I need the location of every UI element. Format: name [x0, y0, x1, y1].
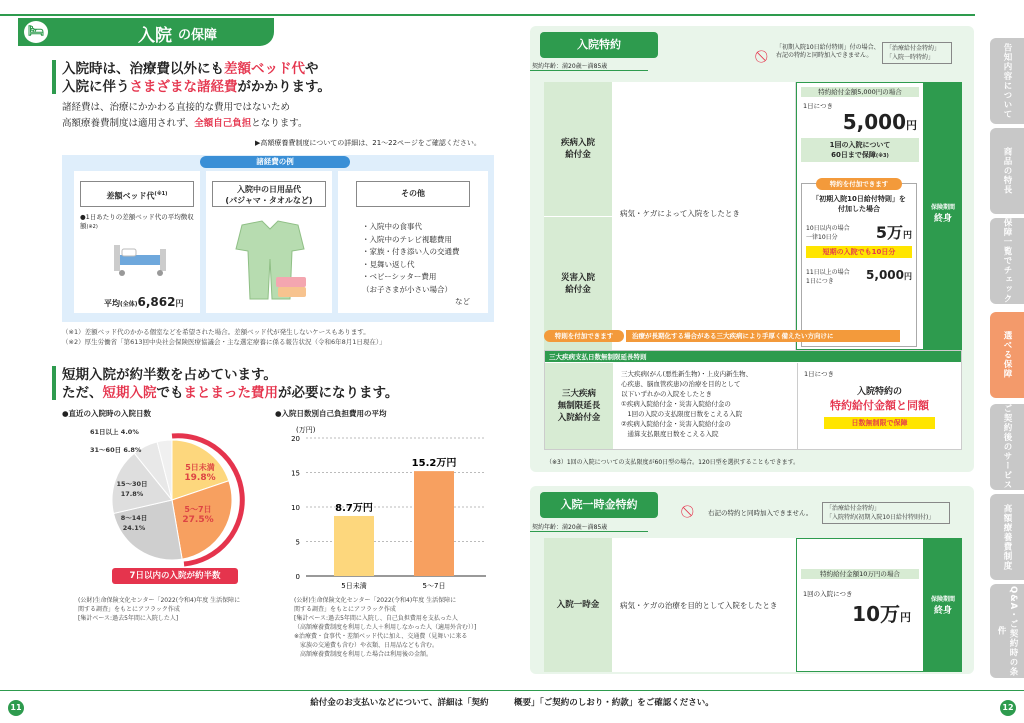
hospital-rider-table: 疾病入院 給付金 災害入院 給付金 病気・ケガによって入院をしたとき 特約給付金額5,000円の場合 1日につき 5,000円 1回の入院について 60日まで保障(※3) 特約を付加できます 「初期入院10日給付特則」を 付加した場合 10日以内の場合 一律10日分 5万円 短期の入院でも10日分 11日以上の場合 1日につき 5,000円 保険期間 終身: [544, 82, 962, 350]
heading-bar: [52, 60, 56, 94]
section-title: [18, 18, 274, 46]
footer-rule: [0, 690, 1024, 691]
bar-title: ●入院日数別自己負担費用の平均: [275, 409, 387, 418]
tab-notification[interactable]: 告知内容について: [990, 38, 1024, 124]
source-2: (公財)生命保険文化センター「2022(令和4)年度 生活保障に 関する調査」をもとにアフラック作成 [集計ベース:過去5年間に入院し、自己負担費用を支払った人 （高額療養費制度を利用した人＋利用しなかった人（適用外含む））] ※治療費・食事代・差額ベッド代に加え、交通費（見舞いに来る 家族の交通費も含む）や衣類、日用品なども含む。 高額療養費制度を利用した場合は利用後の金額。: [294, 597, 477, 658]
bar-ytick: 20: [291, 435, 300, 443]
pie-label-2: 8～14日: [120, 514, 148, 522]
heading-bar-2: [52, 366, 56, 400]
card-other: その他 ・入院中の食事代 ・入院中のテレビ視聴費用 ・家族・付き添い人の交通費 ・見舞い返し代 ・ベビーシッター費用 （お子さまが小さい場合） など: [338, 171, 488, 313]
bar-category-0: 5日未満: [341, 582, 367, 590]
period-arrow: 保険期間 終身: [924, 82, 962, 350]
prohibit-icon: [750, 42, 778, 70]
pie-chart: [60, 420, 250, 590]
bar-ylabel: (万円): [296, 426, 316, 434]
bar-1: [414, 471, 454, 576]
footnotes: （※1）差額ベッド代のかかる個室などを希望された場合。差額ベッド代が発生しないケースもあります。 （※2）厚生労働省「第613回中央社会保険医療協議会・主な選定療養に係る報告状況（令和6年8月1日現在）」: [62, 328, 386, 346]
tab-services[interactable]: ご契約後のサービス: [990, 404, 1024, 490]
pie-banner: 7日以内の入院が約半数: [112, 568, 238, 584]
page-number-right: 12: [1000, 700, 1016, 716]
rider-footnote: （※3）1回の入院についての支払限度が60日型の場合。120日型を選択することもできます。: [546, 459, 800, 466]
title-sub: の保障: [178, 28, 218, 43]
pie-title: ●直近の入院時の入院日数: [62, 409, 152, 418]
pajamas-illustration: [232, 219, 312, 305]
tab-options[interactable]: 選べる保障: [990, 312, 1024, 398]
pie-value-2: 24.1%: [122, 524, 146, 532]
pie-label-3: 15～30日: [116, 480, 148, 488]
bar-ytick: 0: [295, 573, 300, 581]
bar-value-0: 8.7万円: [335, 502, 373, 514]
pie-label-0: 5日未満: [185, 463, 215, 472]
extra-pill: 特則を付加できます: [544, 330, 624, 342]
card-bed-fee: 差額ベッド代$^{(※1)}$ ●1日あたりの差額ベッド代の平均徴収額(※2) 平均(全体)6,862円: [74, 171, 200, 313]
lump-sum-table: 入院一時金 病気・ケガの治療を目的として入院をしたとき 特約給付金額10万円の場合 1回の入院につき 10万円 保険期間 終身: [544, 538, 962, 672]
period-arrow-2: 保険期間 終身: [924, 538, 962, 672]
pie-value-0: 19.8%: [184, 473, 216, 483]
amount-box: 特約給付金額5,000円の場合 1日につき 5,000円 1回の入院について 60日まで保障(※3) 特約を付加できます 「初期入院10日給付特則」を 付加した場合 10日以内の場合 一律10日分 5万円 短期の入院でも10日分 11日以上の場合 1日につき 5,000円: [796, 82, 924, 350]
expenses-pill: 諸経費の例: [200, 156, 350, 168]
intro-text: 諸経費は、治療にかかわる直接的な費用ではないため 高額療養費制度は適用されず、全額自己負担となります。: [62, 102, 308, 129]
rider-pill-2: 入院一時金特約: [540, 492, 658, 518]
expenses-box: [62, 155, 494, 322]
bar-ytick: 5: [295, 538, 300, 547]
age-range-2: 契約年齢：満20歳～満85歳: [530, 522, 648, 532]
pie-label-5: 61日以上 4.0%: [90, 428, 139, 436]
tab-overview[interactable]: 保障一覧でチェック: [990, 218, 1024, 304]
pie-value-1: 27.5%: [182, 515, 214, 525]
pie-label-4: 31～60日 6.8%: [90, 446, 142, 454]
rider-panel-hospital: 入院特約 契約年齢：満20歳～満85歳 「初期入院10日給付特則」付の場合、 右記の特約と同時加入できません。 「治療給付金特約」 「入院一時特約」 疾病入院 給付金 災害入院 給付金 病気・ケガによって入院をしたとき 特約給付金額5,000円の場合 1日につき 5,000円 1回の入院について 60日まで保障(※3) 特約を付加できます 「初期入院10日給付特則」を 付加した場合 10日以内の場合 一律10日分 5万円 短期の入院でも10日分 11日以上の場合 1日につき 5,000円 保険期間 終身 特則を付加できます 治療が長期化する場合がある三大疾病により手厚く備えたい方向けに 三大疾病支払日数無制限延長特則 三大疾病 無制限延長 入院給付金 三大疾病(がん(悪性新生物)・上皮内新生物、 心疾患、脳血管疾患)の治療を目的として 以下いずれかの入院をしたとき ①疾病入院給付金・災害入院給付金の 1回の入院の支払限度日数をこえる入院 ②疾病入院給付金・災害入院給付金の 通算支払限度日数をこえる入院 1日につき 入院特約の 特約給付金額と同額 日数無制限で保障 （※3）1回の入院についての支払限度が60日型の場合。120日型を選択することもできます。: [530, 26, 974, 472]
extra-banner: 治療が長期化する場合がある三大疾病により手厚く備えたい方向けに: [626, 330, 900, 342]
hospital-bed-illustration: [110, 235, 170, 279]
rider-panel-lump-sum: 入院一時金特約 契約年齢：満20歳～満85歳 右記の特約と同時加入できません。 「治療給付金特約」 「入院特約(初期入院10日給付特則付)」 入院一時金 病気・ケガの治療を目的として入院をしたとき 特約給付金額10万円の場合 1回の入院につき 10万円 保険期間 終身: [530, 486, 974, 674]
bar-0: [334, 516, 374, 576]
header-rule: [0, 14, 975, 16]
footer-text: 給付金のお支払いなどについて、詳細は「契約 概要」「ご契約のしおり・約款」をご確認ください。: [310, 698, 714, 708]
heading-2: 短期入院が約半数を占めています。 ただ、短期入院でもまとまった費用が必要になります。: [62, 367, 399, 401]
reference-link[interactable]: ▶高額療養費制度についての詳細は、21～22ページをご確認ください。: [255, 139, 481, 147]
source-1: (公財)生命保険文化センター「2022(令和4)年度 生活保障に 関する調査」をもとにアフラック作成 [集計ベース:過去5年間に入院した人]: [78, 597, 241, 622]
heading-1: 入院時は、治療費以外にも差額ベッド代や 入院に伴うさまざまな諸経費がかかります。: [62, 61, 331, 95]
page-number-left: 11: [8, 700, 24, 716]
title-main: 入院: [138, 26, 172, 46]
pie-value-3: 17.8%: [120, 490, 144, 498]
bed-icon: 🛏: [24, 21, 48, 43]
option-pill: 特約を付加できます: [816, 178, 902, 190]
extra-table: 三大疾病支払日数無制限延長特則 三大疾病 無制限延長 入院給付金 三大疾病(がん(悪性新生物)・上皮内新生物、 心疾患、脳血管疾患)の治療を目的として 以下いずれかの入院をしたとき ①疾病入院給付金・災害入院給付金の 1回の入院の支払限度日数をこえる入院 ②疾病入院給付金・災害入院給付金の 通算支払限度日数をこえる入院 1日につき 入院特約の 特約給付金額と同額 日数無制限で保障: [544, 350, 962, 450]
rider-pill: 入院特約: [540, 32, 658, 58]
tab-qa[interactable]: Q&A・ご契約時の条件: [990, 584, 1024, 678]
bar-category-1: 5～7日: [422, 582, 446, 590]
bar-ytick: 10: [291, 504, 300, 512]
bar-ytick: 15: [291, 469, 300, 478]
age-range: 契約年齢：満20歳～満85歳: [530, 61, 648, 71]
bar-chart: [268, 422, 498, 592]
card-daily-goods: 入院中の日用品代 (パジャマ・タオルなど): [206, 171, 332, 313]
tab-medical-cost[interactable]: 高額療養費制度: [990, 494, 1024, 580]
pie-label-1: 5～7日: [184, 505, 212, 514]
tab-features[interactable]: 商品の特長: [990, 128, 1024, 214]
bar-value-1: 15.2万円: [411, 458, 457, 470]
